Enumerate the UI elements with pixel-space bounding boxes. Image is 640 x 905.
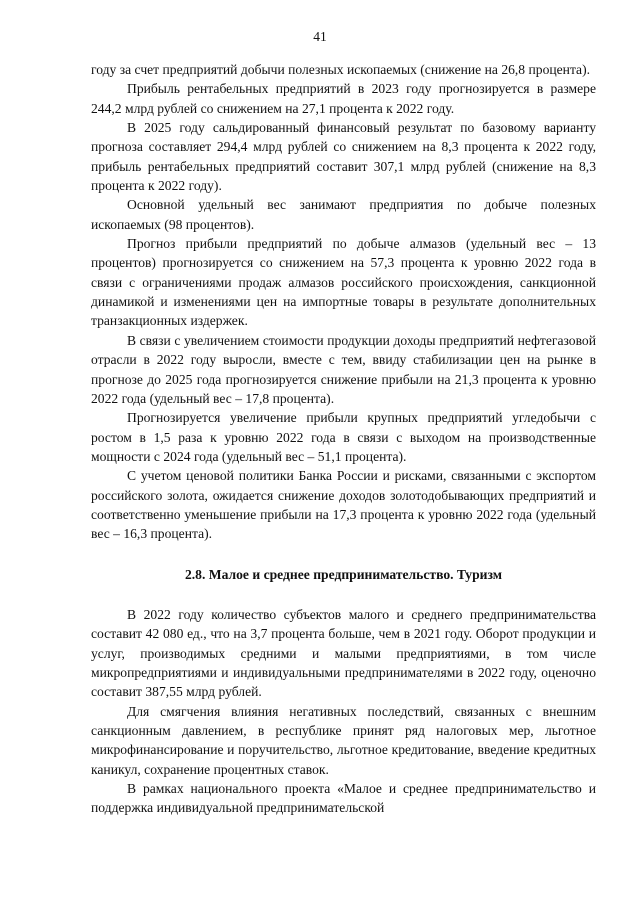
paragraph: Прогнозируется увеличение прибыли крупных предприятий угледобычи с ростом в 1,5 раза к уровню 2022 года в связи с выходом на производственные мощности с 2024 года (удельный вес – 51,1 процента). (91, 410, 596, 464)
paragraph: В 2022 году количество субъектов малого и среднего предпринимательства составит 42 080 ед., что на 3,7 процента больше, чем в 2021 году. Оборот продукции и услуг, производимых средними и малыми предприятиями, в том числе микропредприятиями и индивидуальными предпринимателями в 2022 году, оценочно составит 387,55 млрд рублей. (91, 606, 596, 700)
document-body (91, 60, 596, 818)
section-heading: 2.8. Малое и среднее предпринимательство. Туризм (184, 566, 503, 582)
paragraph: С учетом ценовой политики Банка России и рисками, связанными с экспортом российского золота, ожидается снижение доходов золотодобывающих предприятий и соответственно уменьшение прибыли на 17,3 процента к уровню 2022 года (удельный вес – 16,3 процента). (91, 468, 596, 542)
paragraph: В связи с увеличением стоимости продукции доходы предприятий нефтегазовой отрасли в 2022 году выросли, вместе с тем, ввиду стабилизации цен на рынке в прогнозе до 2025 года прогнозируется снижение прибыли на 21,3 процента к уровню 2022 года (удельный вес – 17,8 процента). (91, 332, 596, 406)
paragraph-continuation: году за счет предприятий добычи полезных ископаемых (снижение на 26,8 процента). (91, 62, 591, 77)
paragraph: Прогноз прибыли предприятий по добыче алмазов (удельный вес – 13 процентов) прогнозируется со снижением на 57,3 процента к уровню 2022 года в связи с ограничениями продаж алмазов российского происхождения, санкционной динамикой и изменениями цен на импортные товары в результате дополнительных транзакционных издержек. (91, 236, 596, 329)
page-number: 41 (313, 29, 327, 44)
paragraph-truncated: В рамках национального проекта «Малое и среднее предпринимательство и поддержка индивидуальной предпринимательской (91, 781, 596, 816)
paragraph: Для смягчения влияния негативных последствий, связанных с внешним санкционным давлением, в республике принят ряд налоговых мер, льготное микрофинансирование и поручительство, льготное кредитование, введение кредитных каникул, сохранение процентных ставок. (91, 703, 596, 777)
paragraph: В 2025 году сальдированный финансовый результат по базовому варианту прогноза составляет 294,4 млрд рублей со снижением на 8,3 процента к 2022 году, прибыль рентабельных предприятий составит 307,1 млрд рублей (снижение на 8,3 процента к 2022 году). (91, 120, 596, 194)
paragraph: Основной удельный вес занимают предприятия по добыче полезных ископаемых (98 процентов). (91, 197, 596, 232)
paragraph: Прибыль рентабельных предприятий в 2023 году прогнозируется в размере 244,2 млрд рублей со снижением на 27,1 процента к 2022 году. (91, 81, 596, 116)
